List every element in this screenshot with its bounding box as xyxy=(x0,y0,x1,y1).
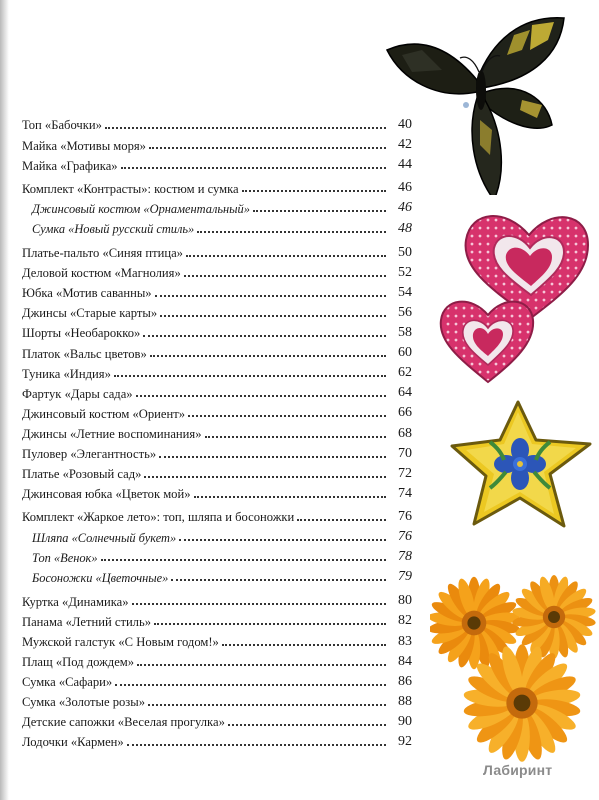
toc-dot-leader xyxy=(159,456,386,458)
toc-page-number: 79 xyxy=(398,569,412,585)
toc-dot-leader xyxy=(242,190,386,192)
toc-page-number: 50 xyxy=(398,244,412,260)
toc-dot-leader xyxy=(228,724,386,726)
toc-entry xyxy=(22,240,412,260)
toc-dot-leader xyxy=(101,559,386,561)
toc-dot-leader xyxy=(194,496,386,498)
toc-dot-leader xyxy=(132,603,386,605)
toc-entry-title: Комплект «Жаркое лето»: топ, шляпа и босоножки xyxy=(22,510,295,525)
toc-entry-title: Джинсовая юбка «Цветок мой» xyxy=(22,487,191,502)
toc-entry xyxy=(22,461,412,481)
toc-entry-title: Платье-пальто «Синяя птица» xyxy=(22,246,183,260)
toc-entry-title: Юбка «Мотив саванны» xyxy=(22,286,152,301)
toc-entry-title: Фартук «Дары сада» xyxy=(22,386,133,401)
toc-page-number: 84 xyxy=(398,653,412,669)
toc-dot-leader xyxy=(114,375,386,377)
toc-entry xyxy=(22,441,412,461)
toc-dot-leader xyxy=(127,744,386,746)
toc-entry xyxy=(22,649,412,669)
toc-dot-leader xyxy=(297,519,386,521)
toc-entry-title: Плащ «Под дождем» xyxy=(22,655,135,669)
toc-page-number: 78 xyxy=(398,549,412,565)
toc-entry xyxy=(22,689,412,709)
toc-entry-title: Сумка «Сафари» xyxy=(22,675,113,690)
toc-entry xyxy=(22,152,412,172)
toc-page-number: 88 xyxy=(398,693,412,709)
toc-dot-leader xyxy=(179,539,386,541)
toc-page-number: 52 xyxy=(398,264,412,280)
toc-page-number: 54 xyxy=(398,284,412,300)
toc-entry-title: Шляпа «Солнечный букет» xyxy=(32,530,177,545)
toc-entry xyxy=(22,481,412,501)
toc-entry xyxy=(22,320,412,340)
toc-page-number: 66 xyxy=(398,405,412,421)
toc-entry xyxy=(22,300,412,320)
toc-page-number: 48 xyxy=(398,220,412,236)
toc-page-number: 82 xyxy=(398,613,412,629)
toc-entry-title: Топ «Венок» xyxy=(32,550,98,565)
toc-subentry xyxy=(32,524,412,544)
toc-entry xyxy=(22,380,412,400)
toc-entry xyxy=(22,504,412,524)
toc-dot-leader xyxy=(148,704,386,706)
toc-dot-leader xyxy=(160,315,386,317)
toc-dot-leader xyxy=(149,147,386,149)
toc-dot-leader xyxy=(184,275,386,277)
toc-entry xyxy=(22,588,412,608)
butterfly-illustration xyxy=(382,10,594,195)
toc-page-number: 90 xyxy=(398,713,412,729)
toc-entry-title: Куртка «Динамика» xyxy=(22,594,129,609)
toc-entry xyxy=(22,729,412,749)
toc-dot-leader xyxy=(197,231,386,233)
toc-entry xyxy=(22,132,412,152)
watermark-logo: Лабиринт xyxy=(483,762,553,778)
toc-entry xyxy=(22,421,412,441)
toc-page-number: 80 xyxy=(398,593,412,609)
toc-dot-leader xyxy=(137,664,386,666)
toc-subentry xyxy=(32,544,412,564)
toc-entry-title: Джинсы «Летние воспоминания» xyxy=(22,426,202,441)
toc-dot-leader xyxy=(154,623,386,625)
toc-entry-title: Пуловер «Элегантность» xyxy=(22,447,157,461)
toc-entry-title: Сумка «Золотые розы» xyxy=(22,695,146,710)
toc-entry-title: Комплект «Контрасты»: костюм и сумка xyxy=(22,181,239,196)
toc-subentry xyxy=(32,564,412,584)
toc-page-number: 42 xyxy=(398,137,412,153)
toc-entry-title: Джинсовый костюм «Ориент» xyxy=(22,406,186,421)
toc-page-number: 58 xyxy=(398,325,412,340)
toc-dot-leader xyxy=(144,476,386,478)
toc-entry-title: Мужской галстук «С Новым годом!» xyxy=(22,634,219,649)
toc-entry-title: Босоножки «Цветочные» xyxy=(32,570,169,585)
toc-page-number: 44 xyxy=(398,157,412,173)
toc-subentry xyxy=(32,216,412,236)
toc-dot-leader xyxy=(186,255,386,257)
toc-dot-leader xyxy=(143,335,386,337)
toc-page-number: 72 xyxy=(398,465,412,481)
toc-entry-title: Платье «Розовый сад» xyxy=(22,467,142,482)
toc-page-number: 46 xyxy=(398,200,412,216)
toc-page-number: 60 xyxy=(398,345,412,361)
toc-dot-leader xyxy=(155,295,386,297)
toc-dot-leader xyxy=(222,644,386,646)
toc-entry-title: Деловой костюм «Магнолия» xyxy=(22,266,181,281)
toc-entry-title: Джинсы «Старые карты» xyxy=(22,306,158,321)
toc-dot-leader xyxy=(136,395,386,397)
toc-entry xyxy=(22,260,412,280)
toc-entry xyxy=(22,400,412,420)
toc-entry-title: Платок «Вальс цветов» xyxy=(22,346,147,361)
toc-entry xyxy=(22,280,412,300)
toc-entry-title: Майка «Графика» xyxy=(22,158,118,173)
star-illustration xyxy=(448,398,598,533)
toc-entry xyxy=(22,360,412,380)
hearts-illustration xyxy=(436,200,596,390)
toc-subentry xyxy=(32,195,412,215)
toc-page-number: 68 xyxy=(398,425,412,441)
toc-dot-leader xyxy=(121,167,386,169)
toc-entry xyxy=(22,709,412,729)
toc-page-number: 92 xyxy=(398,734,412,749)
toc-page-number: 62 xyxy=(398,365,412,381)
toc-entry xyxy=(22,669,412,689)
toc-dot-leader xyxy=(188,415,386,417)
toc-dot-leader xyxy=(171,579,386,581)
toc-page-number: 86 xyxy=(398,673,412,689)
toc-entry xyxy=(22,629,412,649)
toc-entry-title: Детские сапожки «Веселая прогулка» xyxy=(22,715,225,730)
toc-dot-leader xyxy=(253,210,386,212)
toc-entry-title: Топ «Бабочки» xyxy=(22,118,102,133)
toc-entry-title: Шорты «Необарокко» xyxy=(22,326,141,341)
toc-page-number: 76 xyxy=(398,508,412,524)
toc-dot-leader xyxy=(115,684,386,686)
toc-entry-title: Сумка «Новый русский стиль» xyxy=(32,222,195,237)
toc-page-number: 56 xyxy=(398,304,412,320)
toc-page-number: 40 xyxy=(398,117,412,132)
toc-entry xyxy=(22,112,412,132)
toc-entry-title: Майка «Мотивы моря» xyxy=(22,138,146,153)
gerbera-flowers-illustration xyxy=(430,575,599,775)
toc-entry-title: Панама «Летний стиль» xyxy=(22,614,152,629)
toc-page-number: 76 xyxy=(398,529,412,544)
toc-entry-title: Туника «Индия» xyxy=(22,366,111,381)
toc-entry-title: Джинсовый костюм «Орнаментальный» xyxy=(32,201,250,216)
toc-page-number: 70 xyxy=(398,445,412,461)
toc-page-number: 83 xyxy=(398,633,412,649)
toc-dot-leader xyxy=(105,127,386,129)
page-binding-shadow xyxy=(0,0,9,800)
toc-dot-leader xyxy=(150,355,386,357)
toc-page-number: 64 xyxy=(398,385,412,401)
toc-entry xyxy=(22,175,412,195)
toc-page-number: 74 xyxy=(398,485,412,501)
toc-dot-leader xyxy=(205,436,387,438)
toc-entry-title: Лодочки «Кармен» xyxy=(22,735,124,750)
toc-page-number: 46 xyxy=(398,180,412,196)
toc-entry xyxy=(22,608,412,628)
toc-entry xyxy=(22,340,412,360)
